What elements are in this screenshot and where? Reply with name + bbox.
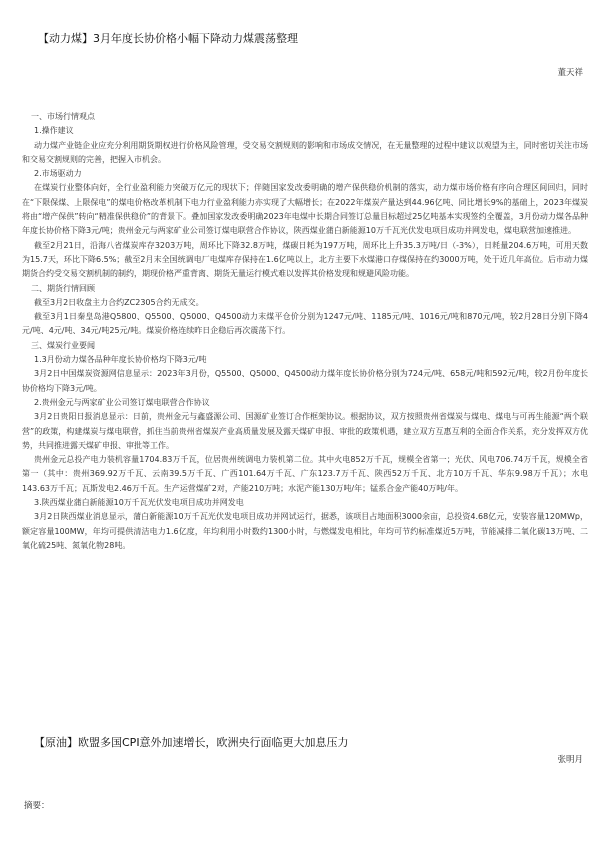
subheading-news-guizhou-jinyuan: 2.贵州金元与两家矿业公司签订煤电联营合作协议 (34, 397, 210, 407)
paragraph-market-drivers: 在煤炭行业整体向好，全行业盈利能力突破万亿元的现状下；伴随国家发改委明确的增产保供稳价机制的落实，动力煤市场价格有序向合理区间回归，同时在“下限保煤、上限保电”的煤电价格改革机制下电力行业盈利能力亦实现了大幅增长；在2022年煤炭产量达到44.96亿吨、同比增长9%的基础上，2023年煤炭将由“增产保供”转向“精准保供稳价”的背景下。叠加国家发改委明确2023年电煤中长期合同签订总量目标超过25亿吨基本实现签约全覆盖，3月份动力煤各品种年度长协价格下降3元/吨；贵州金元与两家矿业公司签订煤电联营合作协议，陕西煤业蒲白新能源10万千瓦光伏发电项目成功并网发电，煤电联营加速推进。 (22, 183, 588, 236)
section-heading-market-view: 一、市场行情观点 (31, 112, 95, 121)
article-body (22, 110, 588, 553)
article-author-crude-oil: 张明月 (557, 755, 583, 765)
article-author: 董天祥 (557, 68, 583, 78)
paragraph-news-guizhou-jinyuan-1: 3月2日贵阳日报消息显示：日前，贵州金元与鑫盛源公司、国源矿业签订合作框架协议。根据协议，双方按照贵州省煤炭与煤电、煤电与可再生能源“两个联营”的政策，构建煤炭与煤电联营，抓住当前贵州省煤炭产业高质量发展及露天煤矿申报、审批的政策机遇，建立双方互惠互利的全面合作关系，充分发挥双方优势，共同推进露天煤矿申报、审批等工作。 (22, 412, 588, 450)
paragraph-operation-advice: 动力煤产业链企业应充分利用期货期权进行价格风险管理，受交易交割规则的影响和市场成交情况，在无量整理的过程中建议以观望为主，同时密切关注市场和交易交割规则的完善，把握入市机会。 (22, 140, 588, 164)
subheading-news-shaanxi-pv: 3.陕西煤业蒲白新能源10万千瓦光伏发电项目成功并网发电 (34, 498, 244, 508)
section-heading-industry-news: 三、煤炭行业要闻 (31, 340, 95, 350)
abstract-label: 摘要： (24, 801, 50, 811)
article-title: 【动力煤】3月年度长协价格小幅下降动力煤震荡整理 (38, 32, 298, 45)
subheading-market-drivers: 2.市场驱动力 (34, 169, 82, 179)
subheading-news-long-term-price: 1.3月份动力煤各品种年度长协价格均下降3元/吨 (34, 355, 207, 365)
paragraph-futures-close: 截至3月2日收盘主力合约ZC2305合约无成交。 (34, 297, 204, 307)
paragraph-news-long-term-price: 3月2日中国煤炭资源网信息显示：2023年3月份，Q5500、Q5000、Q4500动力煤年度长协价格分别为724元/吨、658元/吨和592元/吨，较2月份年度长协价格均下降3元/吨。 (22, 369, 588, 393)
section-heading-futures-review: 二、期货行情回顾 (31, 283, 95, 293)
article-title-crude-oil: 【原油】欧盟多国CPI意外加速增长，欧洲央行面临更大加息压力 (34, 736, 349, 749)
paragraph-news-shaanxi-pv: 3月2日陕西煤业消息显示，蒲白新能源10万千瓦光伏发电项目成功并网试运行，据悉，该项目占地面积3000余亩，总投资4.68亿元，安装容量120MWp，额定容量100MW，年均可提供清洁电力1.6亿度，年均利用小时数约1300小时，与燃煤发电相比，年均可节约标准煤近5万吨，节能减排二氧化碳13万吨、二氧化硫25吨、氮氧化物28吨。 (22, 512, 588, 550)
paragraph-port-prices: 截至3月1日秦皇岛港Q5800、Q5500、Q5000、Q4500动力末煤平仓价分别为1247元/吨、1185元/吨、1016元/吨和870元/吨，较2月28日分别下降4元/吨、4元/吨、34元/吨25元/吨。煤炭价格连续昨日企稳后再次震荡下行。 (22, 312, 588, 336)
paragraph-inventory: 截至2月21日，沿海八省煤炭库存3203万吨，周环比下降32.8万吨，煤碳日耗为197万吨，周环比上升35.3万吨/日（-3%），日耗量204.6万吨，可用天数为15.7天，环比下降6.5%；截至2月末全国统调电厂电煤库存保持在1.6亿吨以上，北方主要下水煤港口存煤保持在约3000万吨，处于近几年高位。后市动力煤期货合约受交易交割机制的制约，期现价格严重背离、期货无量运行模式难以发挥其价格发现和规避风险功能。 (22, 240, 588, 279)
subheading-operation-advice: 1.操作建议 (34, 126, 74, 136)
paragraph-news-guizhou-jinyuan-2: 贵州金元总投产电力装机容量1704.83万千瓦，位居贵州统调电力装机第二位。其中火电852万千瓦，规模全省第一；光伏、风电706.74万千瓦，规模全省第一（其中：贵州369.92万千瓦、云南39.5万千瓦、广西101.64万千瓦、广东123.7万千瓦、陕西52万千瓦、北方10万千瓦、华东9.98万千瓦）；水电143.63万千瓦；瓦斯发电2.46万千瓦。生产运营煤矿2对，产能210万吨；水泥产能130万吨/年；锰系合金产能40万吨/年。 (22, 455, 588, 493)
